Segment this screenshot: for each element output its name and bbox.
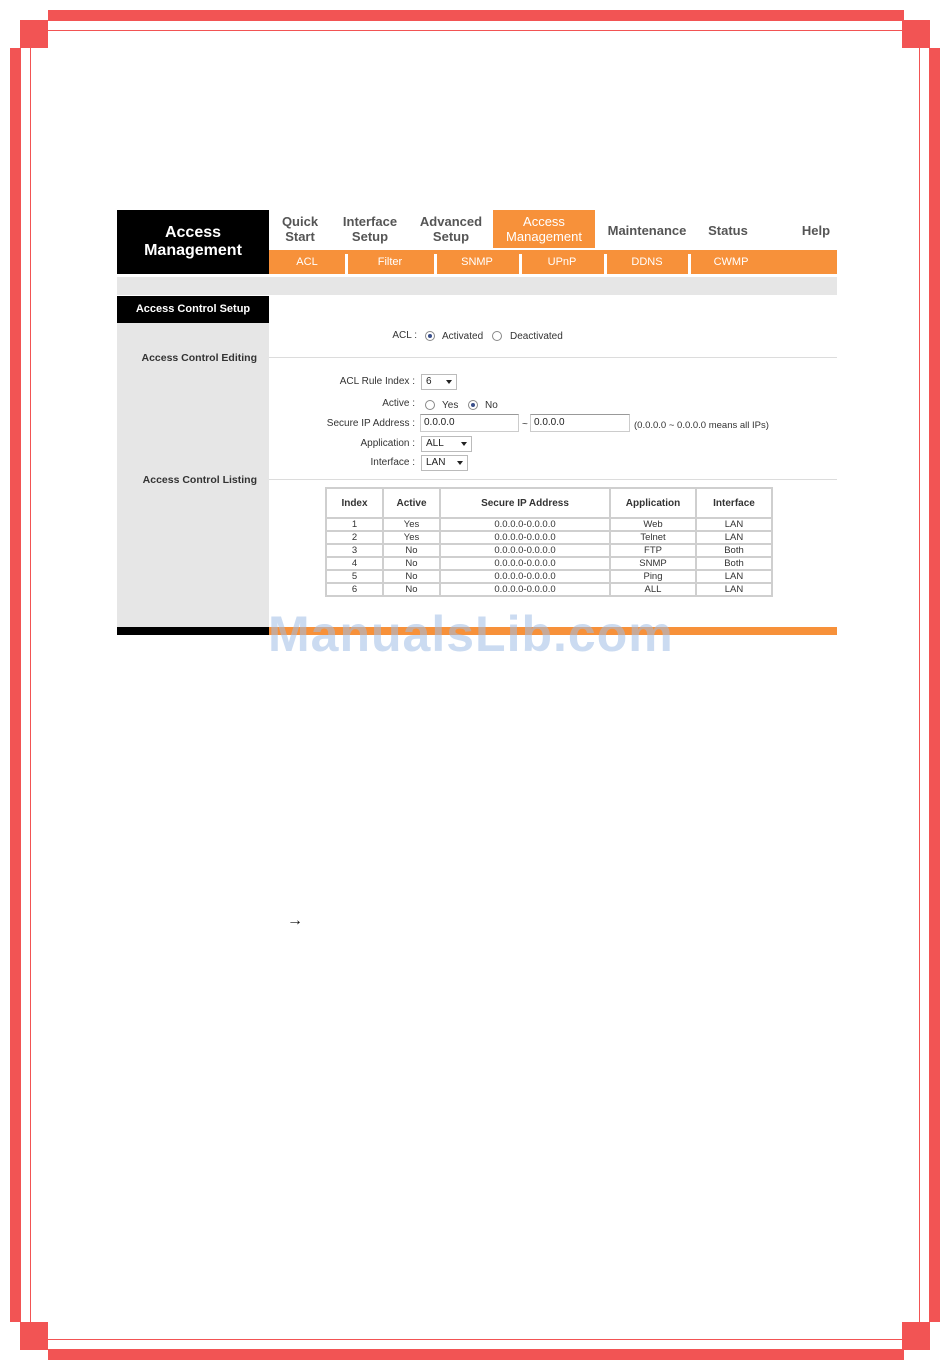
cell-application: Telnet xyxy=(610,531,696,544)
frame-inner-right xyxy=(919,30,920,1340)
frame-corner-br xyxy=(902,1322,930,1350)
table-row xyxy=(326,518,772,531)
interface-label: Interface : xyxy=(370,457,415,468)
table-header-row xyxy=(326,488,772,518)
ip-range-hint: (0.0.0.0 ~ 0.0.0.0 means all IPs) xyxy=(634,420,769,431)
frame-corner-tr xyxy=(902,20,930,48)
secure-ip-end-input[interactable]: 0.0.0.0 xyxy=(530,414,630,432)
col-header-index: Index xyxy=(326,488,383,518)
acl-deactivated-radio[interactable] xyxy=(492,331,502,341)
nav-help[interactable]: Help xyxy=(801,222,831,238)
subnav-upnp[interactable]: UPnP xyxy=(547,256,577,268)
sidebar-header: Access Control Setup xyxy=(117,296,269,323)
subnav-acl[interactable]: ACL xyxy=(296,256,318,268)
cell-index: 3 xyxy=(326,544,383,557)
acl-deactivated-label: Deactivated xyxy=(510,331,563,342)
ip-range-separator: ~ xyxy=(522,419,528,430)
section-divider xyxy=(269,357,837,358)
cell-active: No xyxy=(383,583,440,596)
active-label: Active : xyxy=(382,398,415,409)
cell-index: 1 xyxy=(326,518,383,531)
chevron-down-icon xyxy=(461,442,467,446)
cell-interface: Both xyxy=(696,544,772,557)
secure-ip-start-input[interactable]: 0.0.0.0 xyxy=(420,414,519,432)
cell-index: 2 xyxy=(326,531,383,544)
subnav-ddns[interactable]: DDNS xyxy=(631,256,663,268)
subnav-bar xyxy=(269,250,837,274)
active-yes-label: Yes xyxy=(442,400,459,411)
frame-inner-top xyxy=(30,30,920,31)
secure-ip-label: Secure IP Address : xyxy=(326,418,415,429)
col-header-interface: Interface xyxy=(696,488,772,518)
cell-application: ALL xyxy=(610,583,696,596)
acl-label: ACL : xyxy=(392,330,417,341)
table-row xyxy=(326,557,772,570)
frame-bottom xyxy=(48,1349,904,1360)
cell-active: No xyxy=(383,544,440,557)
table-row xyxy=(326,570,772,583)
acl-activated-radio[interactable] xyxy=(425,331,435,341)
subnav-filter[interactable]: Filter xyxy=(377,256,403,268)
table-row xyxy=(326,544,772,557)
cell-interface: Both xyxy=(696,557,772,570)
cell-active: Yes xyxy=(383,518,440,531)
cell-index: 4 xyxy=(326,557,383,570)
acl-activated-label: Activated xyxy=(442,331,484,342)
nav-advanced-setup[interactable]: Advanced Setup xyxy=(419,214,483,244)
cell-secure-ip: 0.0.0.0-0.0.0.0 xyxy=(440,531,610,544)
gray-spacer-bar xyxy=(117,277,837,295)
cell-application: Web xyxy=(610,518,696,531)
col-header-application: Application xyxy=(610,488,696,518)
active-no-radio[interactable] xyxy=(468,400,478,410)
frame-corner-bl xyxy=(20,1322,48,1350)
cell-application: SNMP xyxy=(610,557,696,570)
cell-secure-ip: 0.0.0.0-0.0.0.0 xyxy=(440,570,610,583)
nav-access-management[interactable]: Access Management xyxy=(493,210,595,248)
table-row xyxy=(326,583,772,596)
rule-index-label: ACL Rule Index : xyxy=(339,376,415,387)
cell-secure-ip: 0.0.0.0-0.0.0.0 xyxy=(440,557,610,570)
router-ui xyxy=(117,210,837,635)
arrow-right-icon: → xyxy=(287,912,303,929)
cell-active: Yes xyxy=(383,531,440,544)
active-no-label: No xyxy=(485,400,498,411)
nav-interface-setup[interactable]: Interface Setup xyxy=(342,214,398,244)
interface-select[interactable]: LAN xyxy=(421,455,468,471)
sidebar xyxy=(117,296,269,627)
section-brand xyxy=(117,210,269,274)
application-select[interactable]: ALL xyxy=(421,436,472,452)
cell-interface: LAN xyxy=(696,518,772,531)
cell-secure-ip: 0.0.0.0-0.0.0.0 xyxy=(440,518,610,531)
acl-listing-table xyxy=(325,487,773,597)
frame-inner-bottom xyxy=(30,1339,920,1340)
footer-bar-left xyxy=(117,627,269,635)
brand-line2: Management xyxy=(144,242,242,259)
table-row xyxy=(326,531,772,544)
cell-active: No xyxy=(383,557,440,570)
cell-index: 6 xyxy=(326,583,383,596)
brand-line1: Access xyxy=(164,224,222,241)
sidebar-listing-label: Access Control Listing xyxy=(142,474,257,486)
chevron-down-icon xyxy=(446,380,452,384)
cell-application: FTP xyxy=(610,544,696,557)
active-yes-radio[interactable] xyxy=(425,400,435,410)
sidebar-editing-label: Access Control Editing xyxy=(141,352,257,364)
frame-left xyxy=(10,48,21,1322)
cell-secure-ip: 0.0.0.0-0.0.0.0 xyxy=(440,583,610,596)
cell-interface: LAN xyxy=(696,583,772,596)
cell-index: 5 xyxy=(326,570,383,583)
frame-right xyxy=(929,48,940,1322)
subnav-snmp[interactable]: SNMP xyxy=(461,256,493,268)
cell-active: No xyxy=(383,570,440,583)
chevron-down-icon xyxy=(457,461,463,465)
subnav-cwmp[interactable]: CWMP xyxy=(713,256,749,268)
cell-interface: LAN xyxy=(696,570,772,583)
frame-top xyxy=(48,10,904,21)
nav-maintenance[interactable]: Maintenance xyxy=(607,222,687,238)
nav-quick-start[interactable]: Quick Start xyxy=(281,214,319,244)
col-header-secure-ip: Secure IP Address xyxy=(440,488,610,518)
application-label: Application : xyxy=(360,438,415,449)
cell-application: Ping xyxy=(610,570,696,583)
watermark-text: ManualsLib.com xyxy=(268,606,674,662)
nav-status[interactable]: Status xyxy=(708,222,748,238)
cell-interface: LAN xyxy=(696,531,772,544)
cell-secure-ip: 0.0.0.0-0.0.0.0 xyxy=(440,544,610,557)
frame-inner-left xyxy=(30,30,31,1340)
frame-corner-tl xyxy=(20,20,48,48)
section-divider xyxy=(269,479,837,480)
rule-index-select[interactable]: 6 xyxy=(421,374,457,390)
col-header-active: Active xyxy=(383,488,440,518)
